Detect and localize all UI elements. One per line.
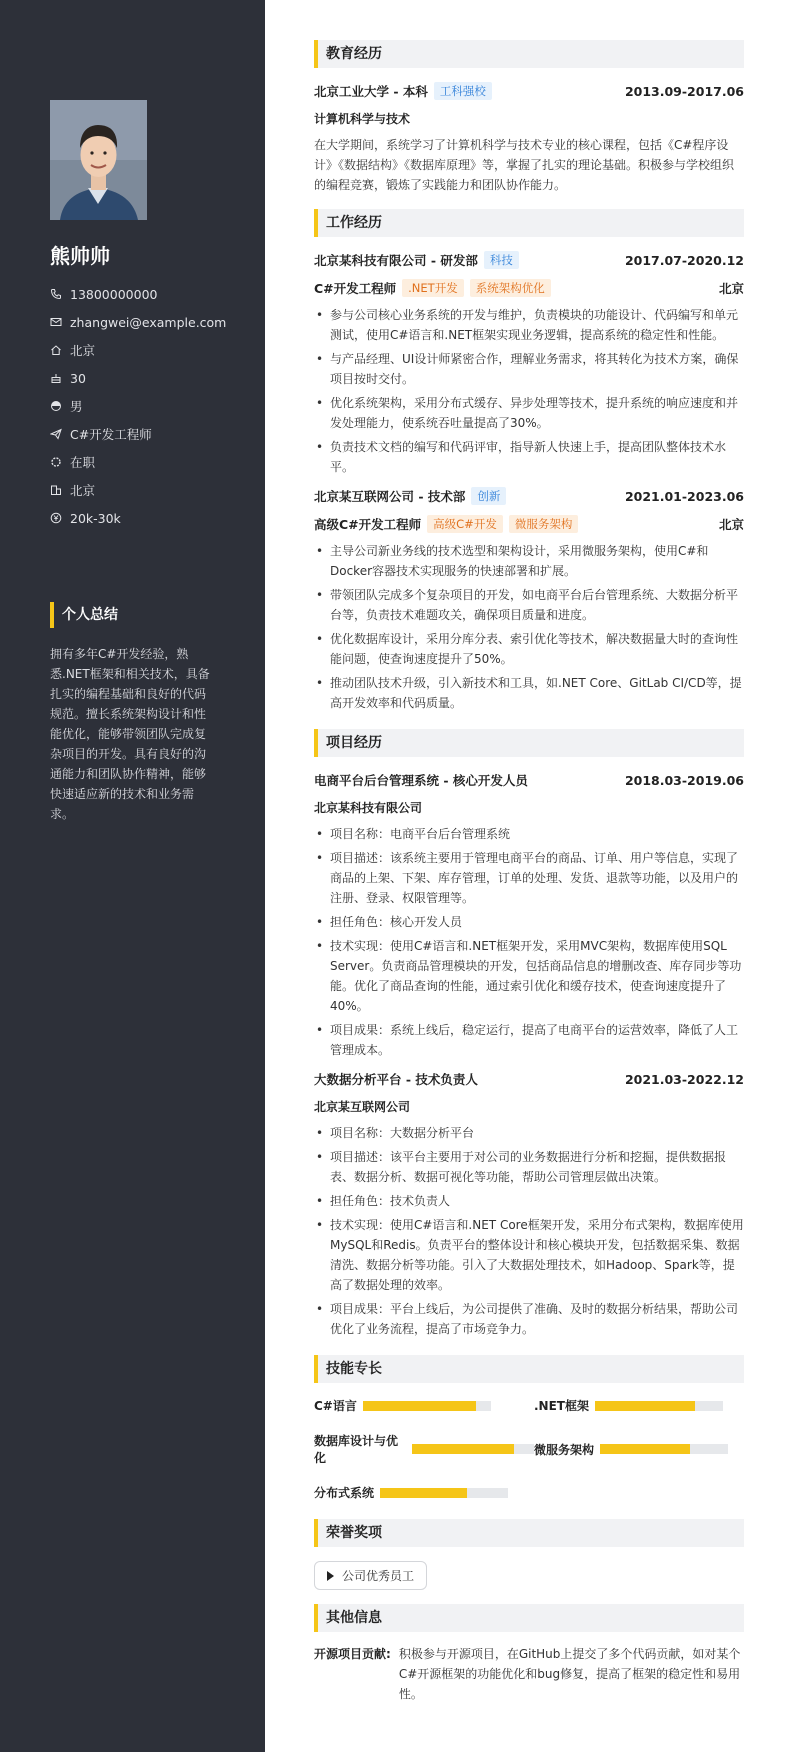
school-tag: 工科强校 <box>434 82 492 100</box>
list-item: • 负责技术文档的编写和代码评审，指导新人快速上手，提高团队整体技术水平。 <box>314 437 744 477</box>
skill-item <box>534 1397 744 1414</box>
project-company: 北京某科技有限公司 <box>314 801 423 815</box>
job-header <box>314 251 744 269</box>
mail-icon <box>50 316 62 328</box>
list-item: • 与产品经理、UI设计师紧密合作，理解业务需求，将其转化为技术方案，确保项目按时交付。 <box>314 349 744 389</box>
list-item: • 主导公司新业务线的技术选型和架构设计，采用微服务架构，使用C#和Docker容器技术实现服务的快速部署和扩展。 <box>314 541 744 581</box>
project-date: 2021.03-2022.12 <box>624 1071 744 1087</box>
info-item-salary <box>50 504 250 532</box>
info-text: 北京 <box>70 343 96 358</box>
section-title-awards: 荣誉奖项 <box>314 1519 744 1547</box>
other-info-row <box>314 1644 744 1704</box>
education-date: 2013.09-2017.06 <box>624 83 744 99</box>
skill-name: C#语言 <box>314 1399 357 1413</box>
award-badge[interactable] <box>314 1561 427 1590</box>
info-item-age <box>50 364 250 392</box>
skill-bar-fill <box>595 1401 695 1411</box>
profile-name: 熊帅帅 <box>50 244 110 268</box>
skill-bar <box>595 1401 723 1411</box>
building-icon <box>50 484 62 496</box>
info-text: C#开发工程师 <box>70 427 152 442</box>
school-name: 北京工业大学 - 本科 <box>314 84 428 99</box>
info-text: 13800000000 <box>70 286 158 302</box>
info-text: 30 <box>70 370 86 386</box>
skill-tag: .NET开发 <box>402 279 464 297</box>
skill-tag: 微服务架构 <box>509 515 579 533</box>
education-desc: 在大学期间，系统学习了计算机科学与技术专业的核心课程，包括《C#程序设计》《数据结构》《数据库原理》等，掌握了扎实的理论基础。积极参与学校组织的编程竞赛，锻炼了实践能力和团队协作能力。 <box>314 138 735 192</box>
info-item-status <box>50 448 250 476</box>
project-entry <box>314 1070 744 1339</box>
section-title-other: 其他信息 <box>314 1604 744 1632</box>
skill-tag: 高级C#开发 <box>427 515 503 533</box>
job-role: 高级C#开发工程师 <box>314 517 422 532</box>
job-role-row <box>314 279 744 297</box>
skill-bar-fill <box>600 1444 690 1454</box>
company-tag: 创新 <box>471 487 506 505</box>
info-text: 北京 <box>70 483 96 498</box>
info-text: 男 <box>70 399 83 414</box>
info-text: zhangwei@example.com <box>70 314 227 330</box>
avatar-photo <box>50 100 147 220</box>
job-header <box>314 487 744 505</box>
skill-bar-fill <box>412 1444 515 1454</box>
info-text: 20k-30k <box>70 510 121 526</box>
list-item: • 推动团队技术升级，引入新技术和工具，如.NET Core、GitLab CI/CD等，提高开发效率和代码质量。 <box>314 673 744 713</box>
send-icon <box>50 428 62 440</box>
job-role: C#开发工程师 <box>314 281 397 296</box>
job-bullets <box>314 305 744 477</box>
skill-name: 微服务架构 <box>534 1442 595 1457</box>
info-text: 在职 <box>70 455 96 470</box>
other-text: 积极参与开源项目，在GitHub上提交了多个代码贡献，如对某个C#开源框架的功能优化和bug修复，提高了框架的稳定性和易用性。 <box>398 1647 741 1701</box>
section-title-work: 工作经历 <box>314 209 744 237</box>
section-title-projects: 项目经历 <box>314 729 744 757</box>
info-item-city <box>50 476 250 504</box>
skills-grid <box>314 1397 744 1501</box>
project-company: 北京某互联网公司 <box>314 1100 411 1114</box>
money-icon <box>50 512 62 524</box>
list-item: • 优化数据库设计，采用分库分表、索引优化等技术，解决数据量大时的查询性能问题，使查询速度提升了50%。 <box>314 629 744 669</box>
skill-name: .NET框架 <box>534 1399 589 1413</box>
list-item: • 带领团队完成多个复杂项目的开发，如电商平台后台管理系统、大数据分析平台等，负责技术难题攻关，确保项目质量和进度。 <box>314 585 744 625</box>
phone-icon <box>50 288 62 300</box>
summary-text: 拥有多年C#开发经验，熟悉.NET框架和相关技术，具备扎实的编程基础和良好的代码规范。擅长系统架构设计和性能优化，能够带领团队完成复杂项目的开发。具有良好的沟通能力和团队协作精神，能够快速适应新的技术和业务需求。 <box>50 647 210 821</box>
company-name: 北京某科技有限公司 - 研发部 <box>314 253 478 268</box>
skill-bar-fill <box>363 1401 476 1411</box>
skill-bar-fill <box>380 1488 467 1498</box>
main-content <box>314 40 744 1704</box>
list-item: • 担任角色：核心开发人员 <box>314 912 744 932</box>
project-entry <box>314 771 744 1060</box>
project-header <box>314 1070 744 1088</box>
list-item: • 技术实现：使用C#语言和.NET框架开发，采用MVC架构，数据库使用SQL Server。负责商品管理模块的开发，包括商品信息的增删改查、库存同步等功能。优化了商品查询的性能，通过索引优化和缓存技术，使查询速度提升了40%。 <box>314 936 744 1016</box>
list-item: • 项目描述：该平台主要用于对公司的业务数据进行分析和挖掘，提供数据报表、数据分析、数据可视化等功能，帮助公司管理层做出决策。 <box>314 1147 744 1187</box>
company-name: 北京某互联网公司 - 技术部 <box>314 489 466 504</box>
project-name: 大数据分析平台 - 技术负责人 <box>314 1072 478 1087</box>
contact-info-list <box>50 280 250 532</box>
info-item-position <box>50 420 250 448</box>
skill-name: 数据库设计与优化 <box>314 1434 399 1465</box>
skill-item <box>314 1397 534 1414</box>
avatar <box>50 100 147 220</box>
job-entry <box>314 487 744 713</box>
list-item: • 参与公司核心业务系统的开发与维护，负责模块的功能设计、代码编写和单元测试，使用C#语言和.NET框架实现业务逻辑，提高系统的稳定性和性能。 <box>314 305 744 345</box>
list-item: • 项目描述：该系统主要用于管理电商平台的商品、订单、用户等信息，实现了商品的上架、下架、库存管理，订单的处理、发货、退款等功能，以及用户的注册、登录、权限管理等。 <box>314 848 744 908</box>
job-bullets <box>314 541 744 713</box>
skill-item <box>314 1484 534 1501</box>
info-item-gender <box>50 392 250 420</box>
company-tag: 科技 <box>484 251 519 269</box>
home-icon <box>50 344 62 356</box>
awards-list <box>314 1561 744 1590</box>
sidebar <box>0 0 265 1752</box>
info-item-home <box>50 336 250 364</box>
job-city: 北京 <box>718 281 744 296</box>
project-date: 2018.03-2019.06 <box>624 772 744 788</box>
skill-bar <box>363 1401 491 1411</box>
section-title-skills: 技能专长 <box>314 1355 744 1383</box>
info-item-phone <box>50 280 250 308</box>
skill-tag: 系统架构优化 <box>470 279 551 297</box>
section-title-education: 教育经历 <box>314 40 744 68</box>
skill-bar <box>412 1444 534 1454</box>
project-bullets <box>314 1123 744 1339</box>
job-city: 北京 <box>718 517 744 532</box>
job-date: 2021.01-2023.06 <box>624 488 744 504</box>
play-icon <box>327 1571 334 1581</box>
project-header <box>314 771 744 789</box>
list-item: • 项目成果：系统上线后，稳定运行，提高了电商平台的运营效率，降低了人工管理成本。 <box>314 1020 744 1060</box>
list-item: • 项目名称：大数据分析平台 <box>314 1123 744 1143</box>
list-item: • 担任角色：技术负责人 <box>314 1191 744 1211</box>
skill-bar <box>600 1444 728 1454</box>
skill-bar <box>380 1488 508 1498</box>
skill-item <box>314 1432 534 1466</box>
other-label: 开源项目贡献: <box>314 1647 391 1661</box>
skill-name: 分布式系统 <box>314 1486 375 1500</box>
cake-icon <box>50 372 62 384</box>
status-icon <box>50 456 62 468</box>
project-bullets <box>314 824 744 1060</box>
education-header <box>314 82 744 100</box>
summary-title: 个人总结 <box>50 602 118 628</box>
award-label: 公司优秀员工 <box>342 1569 415 1583</box>
major: 计算机科学与技术 <box>314 112 411 126</box>
job-entry <box>314 251 744 477</box>
list-item: • 项目名称：电商平台后台管理系统 <box>314 824 744 844</box>
job-date: 2017.07-2020.12 <box>624 252 744 268</box>
gender-icon <box>50 400 62 412</box>
project-name: 电商平台后台管理系统 - 核心开发人员 <box>314 773 528 788</box>
list-item: • 项目成果：平台上线后，为公司提供了准确、及时的数据分析结果，帮助公司优化了业务流程，提高了市场竞争力。 <box>314 1299 744 1339</box>
list-item: • 技术实现：使用C#语言和.NET Core框架开发，采用分布式架构，数据库使用MySQL和Redis。负责平台的整体设计和核心模块开发，包括数据采集、数据清洗、数据分析等功能。引入了大数据处理技术，如Hadoop、Spark等，提高了数据处理的效率。 <box>314 1215 744 1295</box>
info-item-email <box>50 308 250 336</box>
job-role-row <box>314 515 744 533</box>
skill-item <box>534 1432 744 1466</box>
list-item: • 优化系统架构，采用分布式缓存、异步处理等技术，提升系统的响应速度和并发处理能力，使系统吞吐量提高了30%。 <box>314 393 744 433</box>
